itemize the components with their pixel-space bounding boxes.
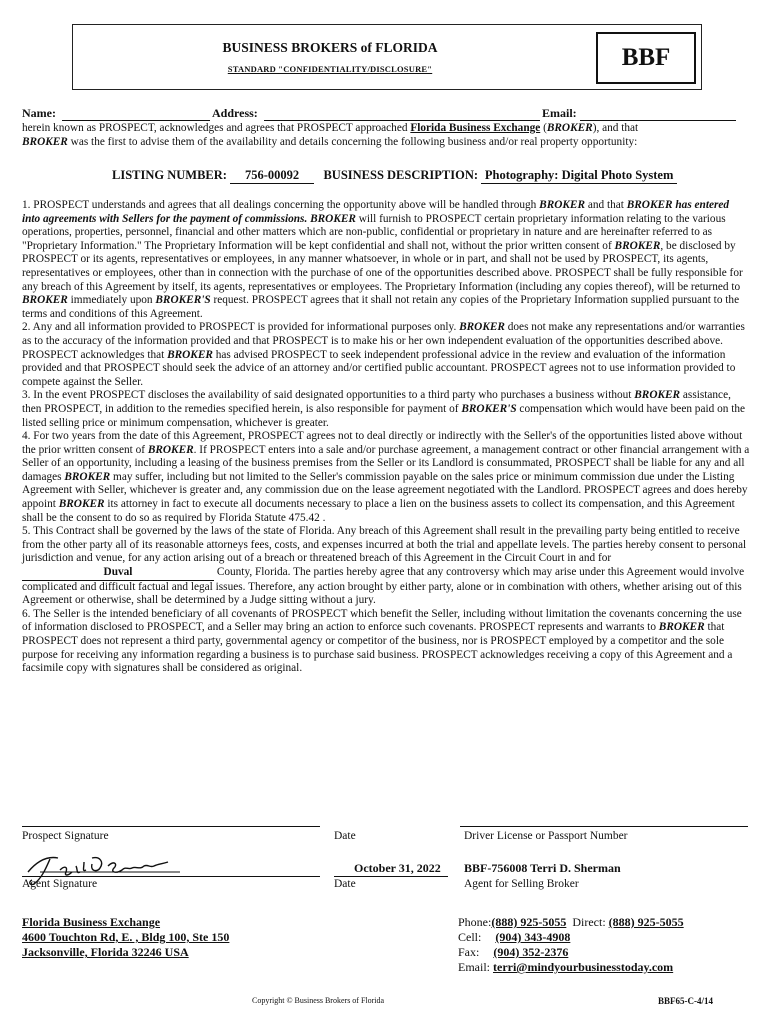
term-text: 2. Any and all information provided to PROSPECT is provided for informational purposes only. [22,321,460,334]
bbf-logo-text: BBF [621,44,671,71]
email-link[interactable]: terri@mindyourbusinesstoday.com [493,960,674,974]
term-text: assistance, then PROSPECT, in addition to the remedies specified herein, is also responsible for payment of [22,389,731,415]
prospect-signature-line[interactable] [22,826,320,827]
term-text: and that [585,199,627,211]
direct-value[interactable]: (888) 925-5055 [608,915,684,929]
bbf-logo [596,32,696,84]
phone-label: Phone: [458,915,492,929]
office-city: Jacksonville, Florida 32246 USA [22,945,189,959]
term-4 [22,430,750,525]
prospect-date-label: Date [334,830,356,842]
broker-term: BROKER [614,239,661,252]
term-1 [22,199,750,321]
cell-value[interactable]: (904) 343-4908 [495,930,571,944]
term-text: 4. For two years from the date of this Agreement, PROSPECT agrees not to deal directly or indirectly with the Seller's of the opportunities listed above without the prior written consent of [22,430,743,456]
office-street: 4600 Touchton Rd, E. , Bldg 100, Ste 150 [22,930,230,944]
term-text: 6. The Seller is the intended beneficiary of all covenants of PROSPECT which benefit the Seller, including without limitation the covenants concerning the use of information disclosed to PROSPECT, and a Seller may bring an action to enforce such covenants. PROSPECT represents and warrants to [22,607,742,634]
firm-name: Florida Business Exchange [410,122,541,134]
address-label: Address: [212,106,258,120]
contact-cell-row [458,930,570,945]
agent-id-value: BBF-756008 Terri D. Sherman [464,861,621,875]
document-title: BUSINESS BROKERS of FLORIDA [222,40,438,55]
listing-row [112,168,677,184]
email-field[interactable] [580,120,736,121]
direct-label: Direct: [572,915,606,929]
term-text: 5. This Contract shall be governed by the laws of the state of Florida. Any breach of this Agreement shall result in the prevailing party being entitled to receive from the other party all of its reasonable attorneys fees, costs, and expenses incurred at both the trial and appellate levels. The parties hereby consent to personal jurisdiction and venue, for any action arising out of a breach or threatened breach of this Agreement in the Circuit Court in and for [22,525,747,565]
term-text: 3. In the event PROSPECT discloses the availability of said designated opportunities to a third party who purchases a business without [22,389,635,402]
fax-value[interactable]: (904) 352-2376 [493,945,569,959]
name-label: Name: [22,106,56,120]
address-field[interactable] [264,120,540,121]
terms-body [22,199,750,676]
broker-term: BROKER [634,389,681,402]
broker-term: BROKER [58,498,105,511]
intro-text: ( [540,122,547,134]
term-text: will furnish to PROSPECT certain proprietary information relating to the various operations, properties, personnel, financial and other matters which are non-public, confidential or proprietary in nature and are hereinafter referred to as "Proprietary Information." The Proprietary Information will be kept confidential and shall not, without the prior written consent of [22,212,726,252]
term-text: its attorney in fact to execute all documents necessary to place a lien on the business assets to collect its compensation, and this Agreement shall be the consent to do so as required by Florida Statute 475.42 . [22,498,735,524]
term-3 [22,389,750,430]
term-text: . If PROSPECT enters into a sale and/or purchase agreement, a management contract or other financial arrangement with a Seller of an opportunity, including a leasing of the business premises from the Seller or its Landlord is consummated, PROSPECT shall be liable for any and all damages [22,443,750,483]
broker-term: BROKER [22,294,68,307]
broker-term: BROKER [658,621,705,634]
broker-term: BROKER [167,348,213,361]
term-text: 1. PROSPECT understands and agrees that all dealings concerning the opportunity above will be handled through [22,199,540,211]
intro-text: was the first to advise them of the availability and details concerning the following business and/or real property opportunity: [67,135,638,148]
agent-signature-line[interactable] [22,876,320,877]
intro-text: herein known as PROSPECT, acknowledges and agrees that PROSPECT approached [22,122,411,134]
broker-term: BROKER [64,470,111,483]
term-text: immediately upon [67,294,156,307]
agent-date-value: October 31, 2022 [354,861,441,875]
broker-term: BROKER [546,122,593,134]
business-description-label: BUSINESS DESCRIPTION: [323,168,479,182]
cell-label: Cell: [458,930,482,944]
phone-value[interactable]: (888) 925-5055 [491,915,567,929]
license-label: Driver License or Passport Number [464,830,628,842]
term-text: may suffer, including but not limited to the Seller's commission payable on the sales price or minimum commission due under the Listing Agreement with Seller, whichever is greater and, any commission due on the lease agreement negotiated with the Landlord. PROSPECT agrees and does hereby appoint [22,470,748,511]
term-text: has advised PROSPECT to seek independent professional advice in the review and evaluation of the information provided and that PROSPECT should seek the advice of an attorney and/or certified public accountant. PROSPECT agrees not to use information provided to compete against the Seller. [22,348,736,388]
term-text: County, Florida. The parties hereby agree that any controversy which may arise under this Agreement would involve complicated and difficult factual and legal issues. Therefore, any action brought by either party, alone or in combination with others, whether arising out of this Agreement or otherwise, shall be determined by a Judge sitting without a jury. [22,566,745,607]
broker-term: BROKER [22,135,68,148]
contact-phone-row [458,915,684,930]
business-description-field[interactable]: Photography: Digital Photo System [481,168,677,184]
term-2 [22,321,750,389]
email-contact-label: Email: [458,960,490,974]
term-text: , be disclosed by PROSPECT or its agents, representatives or employees, in any manner whatsoever, in whole or in part, and shall not be used by PROSPECT, its agents, representatives or employees, other than in connection with the purchase of one of the opportunities described above. PROSPECT shall be fully responsible for any breach of this Agreement by itself, its agents, representatives or employees. The Proprietary Information (including any copies thereof), will be returned to [22,239,743,293]
license-line[interactable] [460,826,748,827]
name-field[interactable] [62,120,210,121]
term-6 [22,608,750,676]
broker-term: BROKER [147,443,194,456]
term-5 [22,525,750,608]
listing-number-field[interactable]: 756-00092 [230,168,314,184]
broker-term: BROKER'S [461,402,517,415]
fax-label: Fax: [458,945,480,959]
agent-for-label: Agent for Selling Broker [464,878,579,890]
term-text: request. PROSPECT agrees that it shall not retain any copies of the Proprietary Information supplied pursuant to the terms and conditions of this Agreement. [22,294,740,320]
broker-term: BROKER'S [155,294,211,307]
contact-fax-row [458,945,568,960]
broker-term: BROKER [459,321,505,334]
office-name: Florida Business Exchange [22,915,161,929]
form-id: BBF65-C-4/14 [658,996,713,1006]
term-emphasis: BROKER has entered into agreements with Sellers for the payment of commissions. BROKER [22,199,730,225]
contact-email-row [458,960,673,975]
term-text: does not make any representations and/or warranties as to the accuracy of the information provided and that PROSPECT is to make his or her own independent evaluation of the opportunities described above. PROSPECT acknowledges that [22,321,745,361]
intro-text: ), and that [592,122,639,134]
email-label: Email: [542,106,577,120]
agent-signature-label: Agent Signature [22,878,98,890]
county-field[interactable]: Duval [22,566,214,581]
agent-date-line[interactable] [334,876,448,877]
broker-term: BROKER [539,199,585,211]
prospect-signature-label: Prospect Signature [22,830,109,842]
copyright-footer: Copyright © Business Brokers of Florida [252,996,385,1005]
term-text: that PROSPECT does not represent a third party, governmental agency or competitor of the business, nor is PROSPECT employed by a competitor and the sole purpose for receiving any information regarding a business is to purchase said business. PROSPECT acknowledges receiving a copy of this Agreement and a facsimile copy with signatures shall be considered as original. [22,621,733,675]
document-subtitle: STANDARD "CONFIDENTIALITY/DISCLOSURE" [227,64,433,74]
term-text: compensation which would have been paid on the listed selling price or minimum compensation, whichever is greater. [22,402,745,429]
listing-number-label: LISTING NUMBER: [112,168,227,182]
agent-date-label: Date [334,878,356,890]
intro-paragraph [22,122,740,149]
